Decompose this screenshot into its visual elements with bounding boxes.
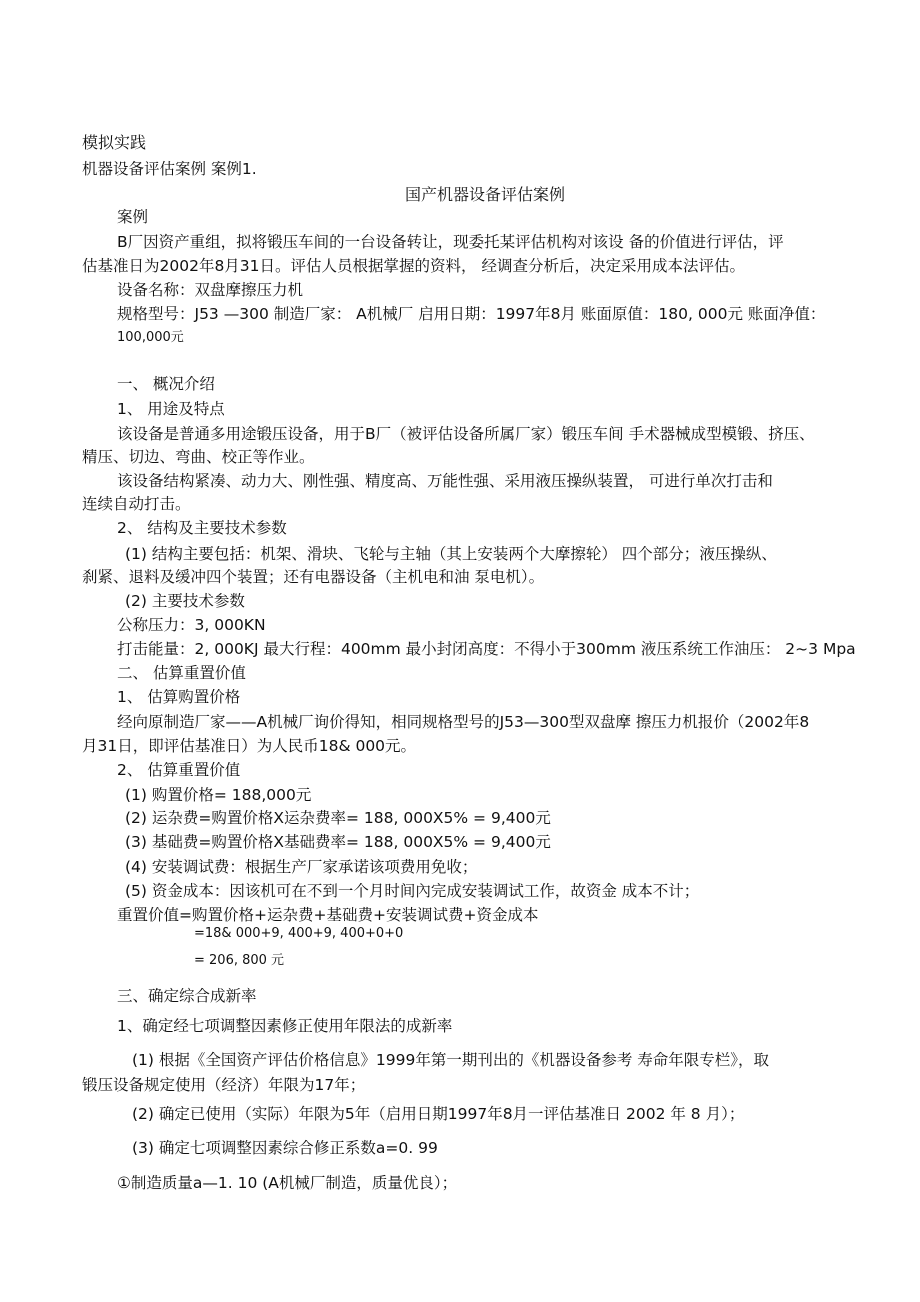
subsection-heading: 1、 估算购置价格 xyxy=(117,688,241,706)
paragraph-line: 该设备是普通多用途锻压设备，用于B厂（被评估设备所属厂家）锻压车间 手术器械成型模锻、挤压、 xyxy=(117,425,815,443)
list-item: (2) 运杂费=购置价格X运杂费率= 188, 000X5% = 9,400元 xyxy=(125,809,551,827)
paragraph-line: 刹紧、退料及缓冲四个装置；还有电器设备（主机电和油 泵电机）。 xyxy=(82,568,545,586)
section-heading: 一、 概况介绍 xyxy=(117,375,215,393)
formula-line: 重置价值=购置价格+运杂费+基础费+安装调试费+资金成本 xyxy=(117,906,539,924)
paragraph-line: 月31日，即评估基准日）为人民币18& 000元。 xyxy=(82,737,417,755)
section-heading: 模拟实践 xyxy=(82,133,147,152)
list-item: (1) 结构主要包括：机架、滑块、飞轮与主轴（其上安装两个大摩擦轮） 四个部分；液压操纵、 xyxy=(125,545,777,563)
formula-line: =18& 000+9, 400+9, 400+0+0 xyxy=(194,926,404,941)
subsection-heading: 1、确定经七项调整因素修正使用年限法的成新率 xyxy=(117,1017,453,1035)
list-item: (1) 购置价格= 188,000元 xyxy=(125,786,312,804)
paragraph-line: 锻压设备规定使用（经济）年限为17年； xyxy=(82,1076,366,1094)
net-value: 100,000元 xyxy=(117,330,184,345)
formula-line: = 206, 800 元 xyxy=(194,953,285,968)
list-item: (1) 根据《全国资产评估价格信息》1999年第一期刊出的《机器设备参考 寿命年限专栏》，取 xyxy=(132,1051,770,1069)
paragraph-line: 打击能量：2, 000KJ 最大行程：400mm 最小封闭高度：不得小于300mm 液压系统工作油压： 2~3 Mpa xyxy=(117,640,856,658)
list-item: (2) 主要技术参数 xyxy=(125,592,245,610)
case-label: 案例 xyxy=(117,208,149,226)
list-item: (3) 基础费=购置价格X基础费率= 188, 000X5% = 9,400元 xyxy=(125,833,551,851)
subsection-heading: 1、 用途及特点 xyxy=(117,400,225,418)
paragraph-line: B厂因资产重组，拟将锻压车间的一台设备转让，现委托某评估机构对该设 备的价值进行评估，评 xyxy=(117,233,784,251)
subsection-heading: 2、 估算重置价值 xyxy=(117,761,241,779)
equipment-name: 设备名称：双盘摩擦压力机 xyxy=(117,281,304,299)
paragraph-line: 该设备结构紧凑、动力大、刚性强、精度高、万能性强、采用液压操纵装置， 可进行单次打击和 xyxy=(117,472,773,490)
paragraph-line: 连续自动打击。 xyxy=(82,495,191,513)
document-title: 国产机器设备评估案例 xyxy=(405,185,566,204)
paragraph-line: 估基准日为2002年8月31日。评估人员根据掌握的资料， 经调查分析后，决定采用成本法评估。 xyxy=(82,257,745,275)
list-item: (4) 安装调试费：根据生产厂家承诺该项费用免收； xyxy=(125,858,478,876)
list-item: (5) 资金成本：因该机可在不到一个月时间內完成安装调试工作，故资金 成本不计； xyxy=(125,882,700,900)
section-heading: 三、确定综合成新率 xyxy=(117,987,257,1005)
paragraph-line: 经向原制造厂家——A机械厂询价得知，相同规格型号的J53—300型双盘摩 擦压力机报价（2002年8 xyxy=(117,713,810,731)
paragraph-line: 公称压力：3, 000KN xyxy=(117,616,266,634)
section-heading: 二、 估算重置价值 xyxy=(117,664,246,682)
list-item: ①制造质量a—1. 10 (A机械厂制造，质量优良）； xyxy=(117,1174,458,1192)
equipment-spec: 规格型号：J53 —300 制造厂家： A机械厂 启用日期：1997年8月 账面原值：180, 000元 账面净值： xyxy=(117,305,826,323)
list-item: (2) 确定已使用（实际）年限为5年（启用日期1997年8月一评估基准日 2002 年 8 月）； xyxy=(132,1105,745,1123)
subsection-heading: 2、 结构及主要技术参数 xyxy=(117,519,287,537)
paragraph-line: 精压、切边、弯曲、校正等作业。 xyxy=(82,448,315,466)
list-item: (3) 确定七项调整因素综合修正系数a=0. 99 xyxy=(132,1139,438,1157)
case-title-line: 机器设备评估案例 案例1. xyxy=(82,160,257,178)
